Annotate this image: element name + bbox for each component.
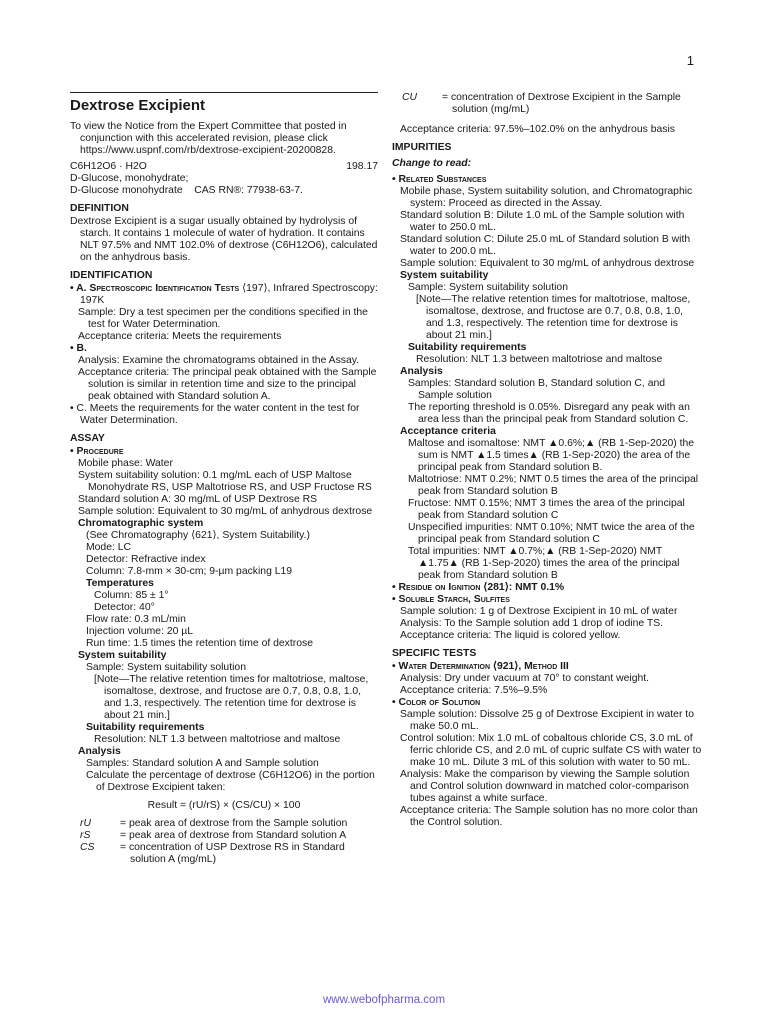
detector: Detector: Refractive index xyxy=(86,554,206,565)
id-a-sample: Sample: Dry a test specimen per the conditions specified in the test for Water Determination. xyxy=(78,307,368,330)
temp-column: Column: 85 ± 1° xyxy=(94,590,169,601)
rs-standard-c: Standard solution C: Dilute 25.0 mL of Standard solution B with water to 200.0 mL. xyxy=(400,234,691,257)
molecular-weight: 198.17 xyxy=(346,161,378,172)
column: Column: 7.8-mm × 30-cm; 9-µm packing L19 xyxy=(86,566,293,577)
ss-analysis: Analysis: To the Sample solution add 1 drop of iodine TS. xyxy=(400,618,664,629)
monograph-title: Dextrose Excipient xyxy=(70,97,206,114)
def-rs: rS = peak area of dextrose from Standard solution A xyxy=(80,830,347,841)
rs-ss-sample: Sample: System suitability solution xyxy=(408,282,568,293)
related-substances: • Related Substances xyxy=(392,174,487,185)
rs-ss-note: [Note—The relative retention times for maltotriose, maltose, isomaltose, dextrose, and fructose are 0.7, 0.8, 0.8, 1.0, and 1.3, respectively. The retention time for dextrose is about 21 min.] xyxy=(416,294,691,341)
mode: Mode: LC xyxy=(86,542,132,553)
def-cu: CU = concentration of Dextrose Excipient in the Sample solution (mg/mL) xyxy=(402,92,681,115)
analysis-samples: Samples: Standard solution A and Sample solution xyxy=(86,758,319,769)
identification-heading: IDENTIFICATION xyxy=(70,270,153,281)
notice-paragraph: To view the Notice from the Expert Committee that posted in conjunction with this accelerated revision, please click https://www.uspnf.com/rb/dextrose-excipient-20200828. xyxy=(70,121,347,156)
injection-volume: Injection volume: 20 µL xyxy=(86,626,194,637)
rs-maltotriose: Maltotriose: NMT 0.2%; NMT 0.5 times the area of the principal peak from Standard solution B xyxy=(408,474,699,497)
chrom-system: Chromatographic system xyxy=(78,518,204,529)
assay-heading: ASSAY xyxy=(70,433,105,444)
left-column xyxy=(70,92,378,866)
ss-resolution: Resolution: NLT 1.3 between maltotriose and maltose xyxy=(94,734,341,745)
assay-acceptance: Acceptance criteria: 97.5%–102.0% on the anhydrous basis xyxy=(400,124,675,135)
color-of-solution: • Color of Solution xyxy=(392,697,481,708)
run-time: Run time: 1.5 times the retention time of dextrose xyxy=(86,638,313,649)
ss-sample-solution: Sample solution: 1 g of Dextrose Excipient in 10 mL of water xyxy=(400,606,678,617)
change-to-read: Change to read: xyxy=(392,158,472,169)
water-acceptance: Acceptance criteria: 7.5%–9.5% xyxy=(400,685,548,696)
result-formula: Result = (rU/rS) × (CS/CU) × 100 xyxy=(147,800,301,811)
id-b: • B. xyxy=(70,343,87,354)
rs-analysis: Analysis xyxy=(400,366,443,377)
rs-maltose-isomaltose: Maltose and isomaltose: NMT ▲0.6%;▲ (RB 1-Sep-2020) the sum is NMT ▲1.5 times▲ (RB 1-Sep-2020) the area of the principal peak from Standard solution B. xyxy=(408,438,695,473)
rs-analysis-samples: Samples: Standard solution B, Standard solution C, and Sample solution xyxy=(408,378,666,401)
ss-note: [Note—The relative retention times for maltotriose, maltose, isomaltose, dextrose, and fructose are 0.7, 0.8, 0.8, 1.0, and 1.3, respectively. The retention time for dextrose is about 21 min.] xyxy=(94,674,369,721)
definitions-list xyxy=(70,818,378,866)
rs-analysis-threshold: The reporting threshold is 0.05%. Disregard any peak with an area less than the principal peak from Standard solution C. xyxy=(408,402,690,425)
ss-acceptance: Acceptance criteria: The liquid is colored yellow. xyxy=(400,630,621,641)
id-b-accept: Acceptance criteria: The principal peak obtained with the Sample solution is similar in retention time and size to the principal peak obtained with Standard solution A. xyxy=(78,367,377,402)
rs-standard-b: Standard solution B: Dilute 1.0 mL of the Sample solution with water to 250.0 mL. xyxy=(400,210,685,233)
rs-fructose: Fructose: NMT 0.15%; NMT 3 times the area of the principal peak from Standard solution C xyxy=(408,498,685,521)
temp-detector: Detector: 40° xyxy=(94,602,155,613)
flow-rate: Flow rate: 0.3 mL/min xyxy=(86,614,186,625)
soluble-starch: • Soluble Starch, Sulfites xyxy=(392,594,510,605)
id-b-analysis: Analysis: Examine the chromatograms obtained in the Assay. xyxy=(78,355,360,366)
def-cs: CS = concentration of USP Dextrose RS in Standard solution A (mg/mL) xyxy=(80,842,345,865)
formula-row xyxy=(70,161,378,173)
rs-ss-requirements: Suitability requirements xyxy=(408,342,527,353)
rs-mobile-phase: Mobile phase, System suitability solution, and Chromatographic system: Proceed as directed in the Assay. xyxy=(400,186,693,209)
analysis-heading: Analysis xyxy=(78,746,121,757)
mobile-phase: Mobile phase: Water xyxy=(78,458,173,469)
color-control: Control solution: Mix 1.0 mL of cobaltous chloride CS, 3.0 mL of ferric chloride CS, and 2.0 mL of cupric sulfate CS with water to make 10 mL. Dilute 3 mL of this solution with water to 50 mL. xyxy=(400,733,702,768)
rs-system-suitability: System suitability xyxy=(400,270,489,281)
rs-acceptance-criteria: Acceptance criteria xyxy=(400,426,496,437)
chrom-see: (See Chromatography ⟨621⟩, System Suitability.) xyxy=(86,530,310,541)
specific-tests-heading: SPECIFIC TESTS xyxy=(392,648,477,659)
title-rule xyxy=(70,92,378,93)
page-number: 1 xyxy=(686,53,694,68)
id-c: • C. Meets the requirements for the water content in the test for Water Determination. xyxy=(70,403,360,426)
def-ru: rU = peak area of dextrose from the Sample solution xyxy=(80,818,348,829)
id-a-accept: Acceptance criteria: Meets the requirements xyxy=(78,331,282,342)
cas-number: CAS RN®: 77938-63-7. xyxy=(194,185,303,196)
temperatures: Temperatures xyxy=(86,578,154,589)
molecular-formula: C6H12O6 · H2O xyxy=(70,161,147,172)
chemical-name-2: D-Glucose monohydrate CAS RN®: 77938-63-7. xyxy=(70,185,303,196)
rs-sample-solution: Sample solution: Equivalent to 30 mg/mL of anhydrous dextrose xyxy=(400,258,695,269)
water-analysis: Analysis: Dry under vacuum at 70° to constant weight. xyxy=(400,673,650,684)
rs-ss-resolution: Resolution: NLT 1.3 between maltotriose and maltose xyxy=(416,354,663,365)
procedure-heading: • Procedure xyxy=(70,446,124,457)
definition-heading: DEFINITION xyxy=(70,203,129,214)
analysis-calc: Calculate the percentage of dextrose (C6H12O6) in the portion of Dextrose Excipient taken: xyxy=(86,770,375,793)
ss-sample: Sample: System suitability solution xyxy=(86,662,246,673)
right-column xyxy=(392,92,702,829)
id-a: • A. Spectroscopic Identification Tests ⟨197⟩, Infrared Spectroscopy: 197K xyxy=(70,283,378,306)
rs-total: Total impurities: NMT ▲0.7%;▲ (RB 1-Sep-2020) NMT ▲1.75▲ (RB 1-Sep-2020) times the area of the principal peak from Standard solution B xyxy=(408,546,680,581)
ss-requirements: Suitability requirements xyxy=(86,722,205,733)
color-analysis: Analysis: Make the comparison by viewing the Sample solution and Control solution downward in matched color-comparison tubes against a white surface. xyxy=(400,769,690,804)
water-determination: • Water Determination ⟨921⟩, Method III xyxy=(392,661,569,672)
system-suitability: System suitability xyxy=(78,650,167,661)
impurities-heading: IMPURITIES xyxy=(392,142,452,153)
definition-text: Dextrose Excipient is a sugar usually obtained by hydrolysis of starch. It contains 1 molecule of water of hydration. It contains NLT 97.5% and NMT 102.0% of dextrose (C6H12O6), calculated on the anhydrous basis. xyxy=(70,216,378,263)
standard-solution-a: Standard solution A: 30 mg/mL of USP Dextrose RS xyxy=(78,494,318,505)
footer-link[interactable]: www.webofpharma.com xyxy=(322,994,446,1006)
color-acceptance: Acceptance criteria: The Sample solution has no more color than the Control solution. xyxy=(400,805,698,828)
chemical-name-1: D-Glucose, monohydrate; xyxy=(70,173,189,184)
residue-on-ignition: • Residue on Ignition ⟨281⟩: NMT 0.1% xyxy=(392,582,565,593)
system-suitability-solution: System suitability solution: 0.1 mg/mL each of USP Maltose Monohydrate RS, USP Maltotriose RS, and USP Fructose RS xyxy=(78,470,372,493)
rs-unspecified: Unspecified impurities: NMT 0.10%; NMT twice the area of the principal peak from Standard solution C xyxy=(408,522,695,545)
sample-solution: Sample solution: Equivalent to 30 mg/mL of anhydrous dextrose xyxy=(78,506,373,517)
color-sample: Sample solution: Dissolve 25 g of Dextrose Excipient in water to make 50.0 mL. xyxy=(400,709,694,732)
